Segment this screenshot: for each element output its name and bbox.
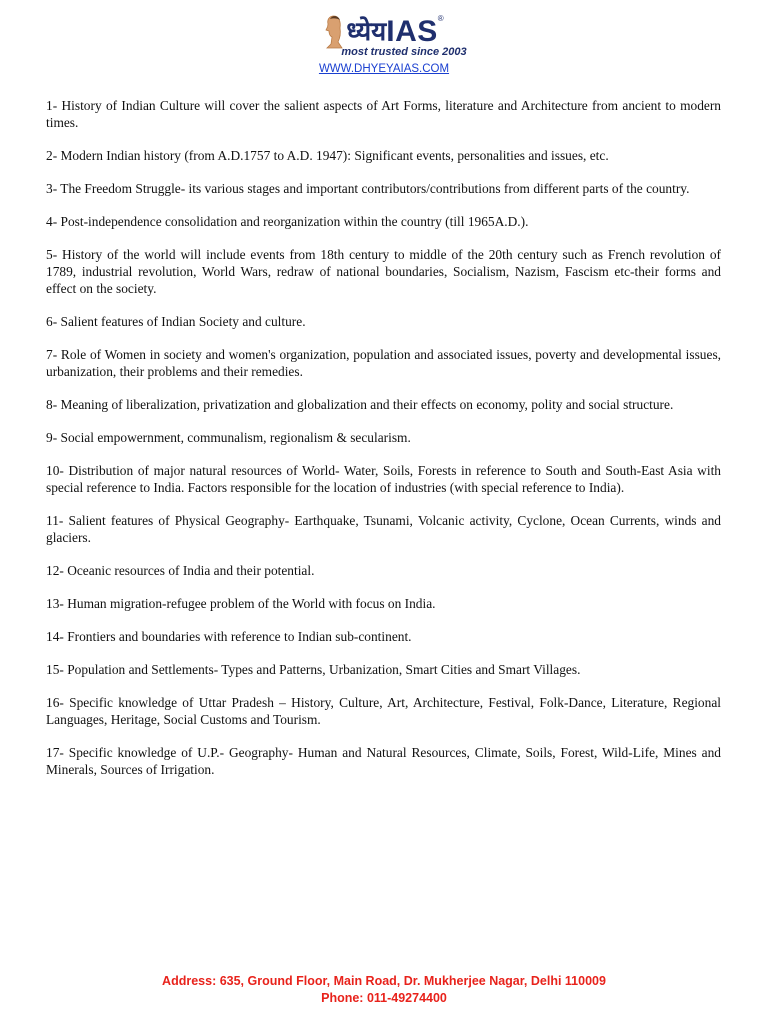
list-item: 1- History of Indian Culture will cover the salient aspects of Art Forms, literature and Architecture from ancient to modern times. [46,98,721,130]
list-item: 11- Salient features of Physical Geography- Earthquake, Tsunami, Volcanic activity, Cyclone, Ocean Currents, winds and glaciers. [46,513,721,545]
tagline: most trusted since 2003 [341,46,467,58]
list-item: 7- Role of Women in society and women's organization, population and associated issues, poverty and developmental issues, urbanization, their problems and their remedies. [46,347,721,379]
list-item: 15- Population and Settlements- Types and Patterns, Urbanization, Smart Cities and Smart Villages. [46,662,581,677]
registered-mark: ® [437,14,444,23]
list-item: 2- Modern Indian history (from A.D.1757 to A.D. 1947): Significant events, personalities and issues, etc. [46,148,609,163]
logo-hindi-text: ध्येय [346,17,387,47]
logo-ias-text: IAS [386,15,438,48]
list-item: 14- Frontiers and boundaries with reference to Indian sub-continent. [46,629,412,644]
list-item: 12- Oceanic resources of India and their potential. [46,563,315,578]
logo [324,10,443,50]
page-header [0,10,768,75]
page-footer [0,973,768,1007]
website-link[interactable]: WWW.DHYEYAIAS.COM [318,63,450,75]
list-item: 10- Distribution of major natural resources of World- Water, Soils, Forests in reference to South and South-East Asia with special reference to India. Factors responsible for the location of industries (with special reference to India). [46,463,721,495]
footer-address: Address: 635, Ground Floor, Main Road, Dr. Mukherjee Nagar, Delhi 110009 [162,974,606,988]
list-item: 8- Meaning of liberalization, privatization and globalization and their effects on economy, polity and social structure. [46,397,674,412]
list-item: 9- Social empowernment, communalism, regionalism & secularism. [46,430,411,445]
list-item: 4- Post-independence consolidation and reorganization within the country (till 1965A.D.). [46,214,529,229]
list-item: 3- The Freedom Struggle- its various stages and important contributors/contributions from different parts of the country. [46,181,690,196]
bust-logo-icon [324,14,344,50]
syllabus-list [46,97,721,794]
list-item: 5- History of the world will include events from 18th century to middle of the 20th century such as French revolution of 1789, industrial revolution, World Wars, redraw of national boundaries, Socialism, Nazism, Fascism etc-their forms and effect on the society. [46,247,721,296]
footer-phone: Phone: 011-49274400 [321,991,447,1005]
list-item: 13- Human migration-refugee problem of the World with focus on India. [46,596,436,611]
list-item: 17- Specific knowledge of U.P.- Geography- Human and Natural Resources, Climate, Soils, Forest, Wild-Life, Mines and Minerals, Sources of Irrigation. [46,745,721,777]
list-item: 6- Salient features of Indian Society and culture. [46,314,306,329]
list-item: 16- Specific knowledge of Uttar Pradesh – History, Culture, Art, Architecture, Festival, Folk-Dance, Literature, Regional Languages, Heritage, Social Customs and Tourism. [46,695,721,727]
